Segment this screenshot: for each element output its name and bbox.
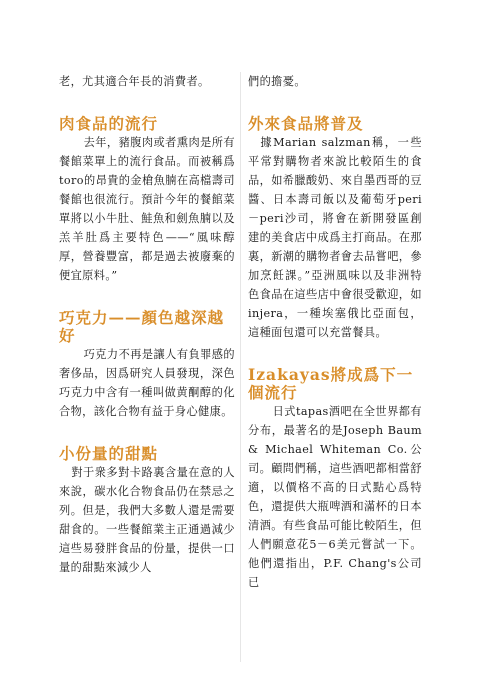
body-exotic-foods: 據Marian salzman稱，一些平常對購物者來說比較陌生的食品，如希臘酸奶、來自墨西哥的豆醬、日本壽司飯以及葡萄牙peri－peri沙司，將會在新開發區創建的美食店中成爲主打商品。在那裏，新潮的購物者會去品嘗吧，參加烹飪課。”亞洲風味以及非洲特色食品在這些店中會很受歡迎，如injera，一種埃塞俄比亞面包，這種面包還可以充當餐具。 xyxy=(248,136,422,339)
body-meat-trend: 去年，豬腹肉或者熏肉是所有餐館菜單上的流行食品。而被稱爲toro的昂貴的金槍魚腩在高檔壽司餐館也很流行。預計今年的餐館菜單將以小牛肚、鮭魚和劍魚腩以及羔羊肚爲主要特色——“風味醇厚，營養豐富，都是過去被廢棄的便宜原料。” xyxy=(59,136,235,282)
heading-small-desserts: 小份量的甜點 xyxy=(59,444,159,463)
body-chocolate: 巧克力不再是讓人有負罪感的奢侈品，因爲研究人員發現，深色巧克力中含有一種叫做黄酮醇的化合物，該化合物有益于身心健康。 xyxy=(59,348,235,418)
left-column xyxy=(59,72,235,577)
left-intro-text: 老，尤其適合年長的消費者。 xyxy=(59,75,210,88)
right-column xyxy=(248,72,422,592)
heading-izakayas: Izakayas將成爲下一個流行 xyxy=(248,365,414,402)
heading-exotic-foods: 外來食品將普及 xyxy=(248,114,364,133)
body-izakayas: 日式tapas酒吧在全世界都有分布，最著名的是Joseph Baum & Michael Whiteman Co.公司。顧問們稱，這些酒吧都相當舒適，以價格不高的日式點心爲特色，還提供大瓶啤酒和滿杯的日本清酒。有些食品可能比較陌生，但人們願意花5－6美元嘗試一下。他們還指出，P.F. Chang's公司已 xyxy=(248,405,422,589)
body-small-desserts: 對于衆多對卡路裏含量在意的人來說，碳水化合物食品仍在禁忌之列。但是，我們大多數人還是需要甜食的。一些餐館業主正通過減少這些易發胖食品的份量，提供一口量的甜點來減少人 xyxy=(59,466,235,574)
heading-meat-trend: 肉食品的流行 xyxy=(59,114,159,133)
right-intro-text: 們的擔憂。 xyxy=(248,75,306,88)
heading-chocolate: 巧克力——顏色越深越好 xyxy=(59,308,225,345)
column-divider xyxy=(240,72,241,662)
